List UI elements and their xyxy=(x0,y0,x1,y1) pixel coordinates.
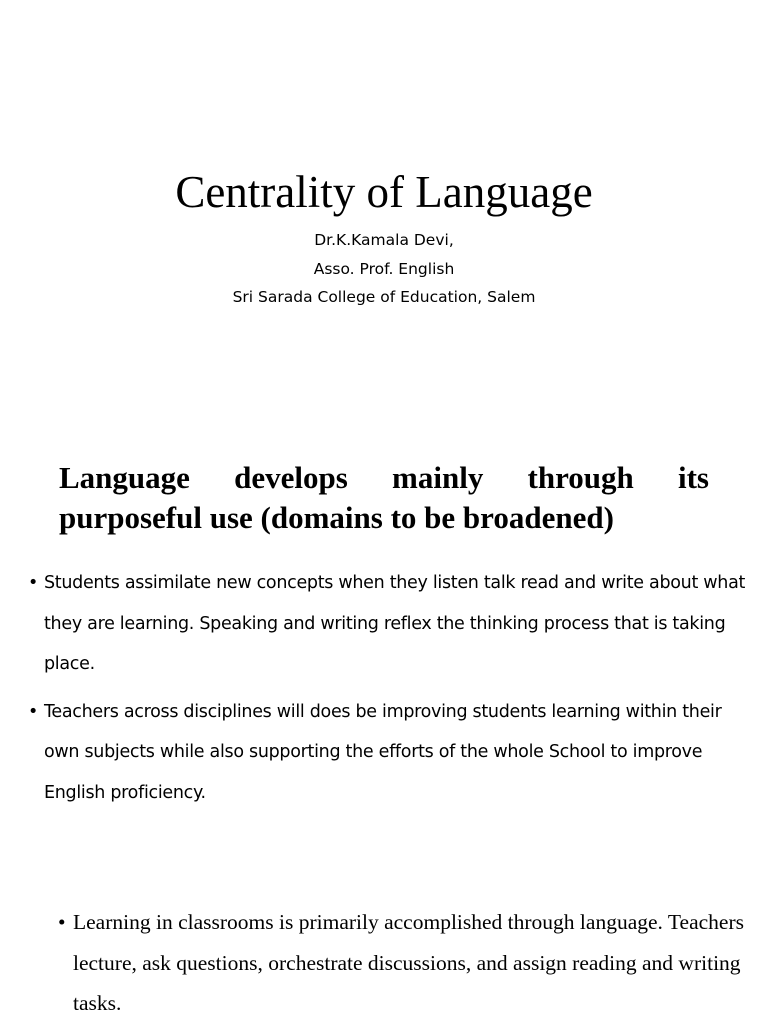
list-item xyxy=(58,902,748,1024)
slide-heading: Language develops mainly through its purposeful use (domains to be broadened) xyxy=(59,460,709,535)
bullet-list xyxy=(58,902,748,1024)
bullet-text: Teachers across disciplines will does be improving students learning within their own subjects while also supporting the efforts of the whole School to improve English proficiency. xyxy=(44,701,722,803)
bullet-list xyxy=(28,563,748,820)
author-position: Asso. Prof. English xyxy=(313,260,455,278)
author-name: Dr.K.Kamala Devi, xyxy=(314,231,454,249)
bullet-icon: • xyxy=(28,701,39,722)
list-item xyxy=(28,563,748,685)
list-item xyxy=(28,692,748,814)
bullet-icon: • xyxy=(28,573,39,593)
slide-title: Centrality of Language xyxy=(175,167,593,217)
bullet-icon: • xyxy=(58,910,66,934)
bullet-text: Learning in classrooms is primarily accomplished through language. Teachers lecture, ask questions, orchestrate discussions, and assign reading and writing tasks. xyxy=(73,910,744,1015)
bullet-text: Students assimilate new concepts when they listen talk read and write about what they are learning. Speaking and writing reflex the thinking process that is taking place. xyxy=(44,573,746,674)
author-institution: Sri Sarada College of Education, Salem xyxy=(232,288,536,306)
